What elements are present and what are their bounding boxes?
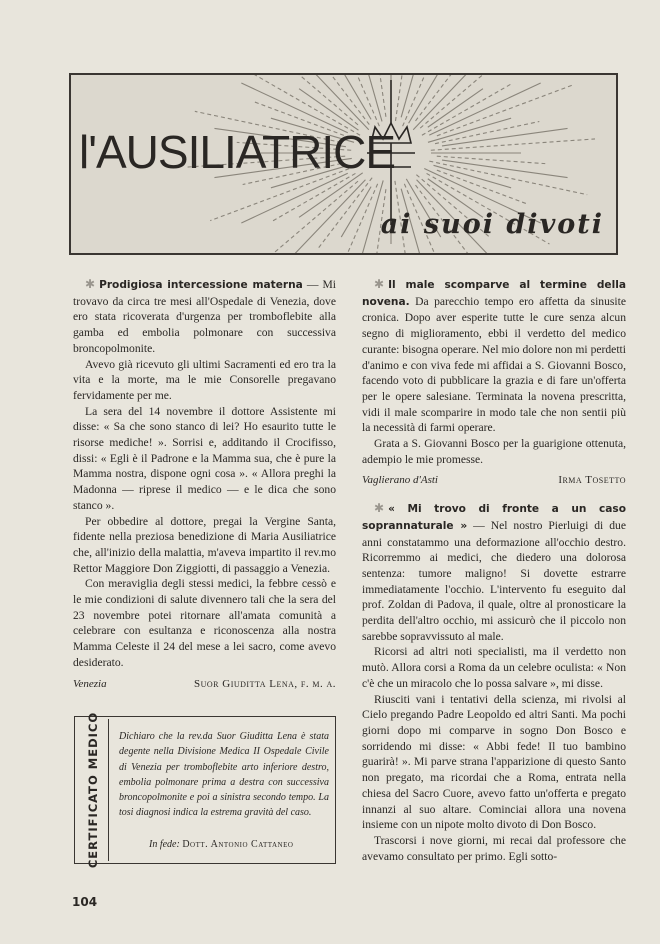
header-banner [69, 73, 618, 255]
certificate-label-panel [78, 711, 109, 869]
article-3 [362, 501, 626, 644]
paragraph: Con meraviglia degli stessi medici, la febbre cessò e le mie condizioni di salute divennero tali che la sera del 23 novembre potei ritornare all'amata comunità a celebrare con esultanza e riconoscenza alla nostra Mamma Celeste il 24 del mese a lei sacro, come avevo desiderato. [73, 577, 336, 669]
star-icon: ✱ [374, 501, 385, 516]
star-icon: ✱ [374, 277, 385, 291]
signature-name: Suor Giuditta Lena, f. m. a. [194, 677, 336, 690]
article-1-text: — Mi trovavo da circa tre mesi all'Ospedale di Venezia, dove ero stata ricoverata d'urgenza per tromboflebite alla gamba ed embolia polmonare con successiva broncopolmonite. [73, 278, 336, 355]
medical-certificate-box [74, 711, 336, 869]
paragraph: Grata a S. Giovanni Bosco per la guarigione ottenuta, adempio le mie promesse. [362, 437, 626, 466]
paragraph: Per obbedire al dottore, pregai la Vergine Santa, fidente nella preziosa benedizione di Maria Ausiliatrice che, all'inizio della malattia, m'aveva impartito il rev.mo Rettor Maggiore Don Ziggiotti, di passaggio a Venezia. [73, 514, 336, 575]
left-column [73, 277, 336, 692]
certificate-text: Dichiaro che la rev.da Suor Giuditta Lena è stata degente nella Divisione Medica II Ospedale Civile di Venezia per tromboflebite arto inferiore destro, embolia polmonare prima a destra con successiva broncopolmonite e poi a sinistra secondo tempo. La tosi diagnosi indica la estrema gravità del caso. [119, 731, 329, 819]
signature [362, 473, 626, 489]
paragraph: Trascorsi i nove giorni, mi recai dal professore che avevamo consultato per primo. Egli sotto- [362, 833, 626, 863]
star-icon: ✱ [85, 277, 96, 291]
paragraph: Avevo già ricevuto gli ultimi Sacramenti ed ero tra la vita e la morte, ma le mie Consorelle pregavano fervidamente per me. [73, 357, 336, 402]
certificate-sign-prefix: In fede: [149, 839, 180, 850]
article-2-text: Da parecchio tempo ero affetta da sinusite cronica. Dopo aver esperite tutte le cure senza alcun segno di miglioramento, ebbi il verdetto del medico curante: bisogna operare. Nel mio dolore non mi perdetti d'animo e con viva fede mi affidai a S. Giovanni Bosco, facendo voto di pubblicare la grazia e di fare un'offerta per le opere salesiane. Terminata la novena prescritta, vidi il male scomparire in modo tale che non sentii più la necessità di farmi operare. [362, 294, 626, 435]
article-2 [362, 277, 626, 436]
banner-subtitle: ai suoi divoti [380, 209, 604, 240]
page-number: 104 [72, 895, 98, 909]
article-3-heading: « Mi trovo di fronte a un caso soprannaturale » [362, 503, 626, 532]
signature-place: Vaglierano d'Asti [362, 474, 438, 487]
paragraph: La sera del 14 novembre il dottore Assistente mi disse: « Sa che sono stanco di lei? Ho esaurito tutte le risorse mediche! ». Sorrisi e, additando il Crocifisso, dissi: « Egli è il Padrone e la Mamma sua, che è pure la Mamma nostra, dispone ogni cosa ». « Allora preghi la Madonna — riprese il medico — e le dica che sono stanco ». [73, 404, 336, 512]
article-2-heading: Il male scomparve al termine della novena. [362, 279, 626, 308]
right-column [362, 277, 626, 864]
paragraph: Ricorsi ad altri noti specialisti, ma il verdetto non mutò. Allora corsi a Roma da un celebre oculista: « Non c'è che un miracolo che lo possa salvare », mi disse. [362, 645, 626, 690]
certificate-sign-name: Dott. Antonio Cattaneo [182, 839, 294, 850]
certificate-signature [149, 839, 293, 850]
signature [73, 677, 336, 693]
banner-title: l'AUSILIATRICE [79, 126, 395, 178]
certificate-label: CERTIFICATO MEDICO [86, 711, 100, 869]
article-1-heading: Prodigiosa intercessione materna [99, 279, 303, 291]
article-1 [73, 277, 336, 357]
signature-name: Irma Tosetto [558, 474, 626, 487]
article-3-text: — Nel nostro Pierluigi di due anni constatammo una deformazione all'occhio destro. Ricorremmo ai medici, che diedero una dolorosa sentenza: tumore maligno! Si dovette estrarre immediatamente l'occhio. L'intervento fu eseguito dal prof. Zoldan di Padova, il quale, oltre al pronosticare la perdita dell'altro occhio, mi assicurò che il piccolo non sarebbe sopravvissuto al male. [362, 518, 626, 643]
signature-place: Venezia [73, 677, 107, 690]
paragraph: Riusciti vani i tentativi della scienza, mi rivolsi al Cielo pregando Padre Leopoldo ed altri Santi. Ma pochi giorni dopo mi comparve in sogno Don Bosco e sorridendo mi disse: « Abbi fede! Il tuo bambino guarirà! ». Mi parve strana l'apparizione di questo Santo non pregato, ma ricordai che a Roma, entrata nella chiesa del Sacro Cuore, avevo fatto un'offerta e pregato innanzi al suo altare. Cominciai allora una novena insieme con un nipote molto divoto di Don Bosco. [362, 692, 626, 832]
